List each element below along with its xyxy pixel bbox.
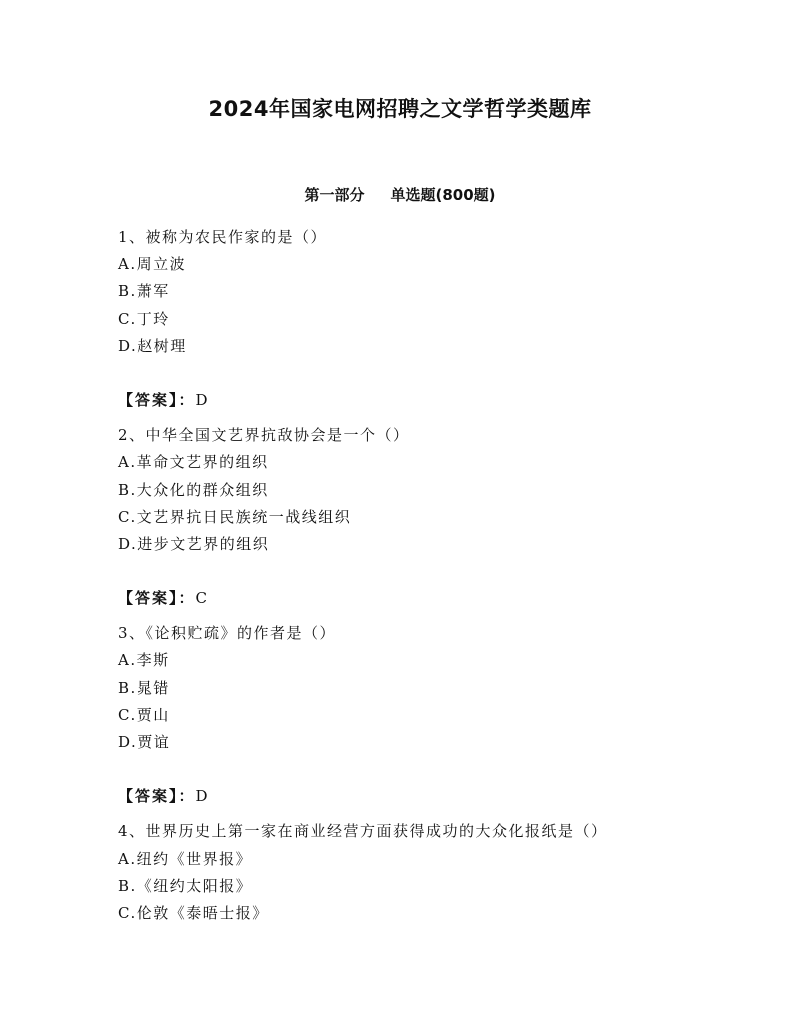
section-subtitle: 单选题(800题) [390,186,496,204]
question-stem: 1、被称为农民作家的是（） [118,228,328,246]
answer-label: 【答案】： [118,390,196,409]
option-d: D.赵树理 [118,336,187,355]
option-c: C.文艺界抗日民族统一战线组织 [118,507,352,526]
answer-label: 【答案】： [118,787,196,806]
answer-label: 【答案】： [118,589,196,608]
answer-line [118,585,718,612]
question-list [118,224,718,927]
question-1 [118,224,718,414]
option-d: D.贾谊 [118,733,171,751]
option-c: C.丁玲 [118,309,170,328]
question-3 [118,620,718,810]
question-stem: 4、世界历史上第一家在商业经营方面获得成功的大众化报纸是（） [118,822,608,841]
section-heading [0,183,800,207]
document-title: 2024年国家电网招聘之文学哲学类题库 [208,97,592,121]
answer-value: D [195,787,210,806]
option-b: B.《纽约太阳报》 [118,876,253,895]
question-stem: 3、《论积贮疏》的作者是（） [118,624,337,643]
option-c: C.伦敦《泰晤士报》 [118,903,269,922]
option-a: A.革命文艺界的组织 [118,453,269,472]
option-b: B.晁错 [118,678,170,697]
question-2 [118,422,718,612]
option-a: A.李斯 [118,651,170,670]
answer-line [118,783,718,810]
option-c: C.贾山 [118,705,170,724]
section-title: 第一部分 [304,186,365,204]
option-b: B.萧军 [118,282,170,301]
option-a: A.纽约《世界报》 [118,849,253,868]
question-stem: 2、中华全国文艺界抗敌协会是一个（） [118,426,410,445]
option-b: B.大众化的群众组织 [118,480,269,499]
question-4 [118,818,718,927]
answer-line [118,387,718,414]
option-a: A.周立波 [118,255,187,274]
answer-value: C [195,589,209,608]
option-d: D.进步文艺界的组织 [118,534,270,553]
answer-value: D [195,390,210,409]
